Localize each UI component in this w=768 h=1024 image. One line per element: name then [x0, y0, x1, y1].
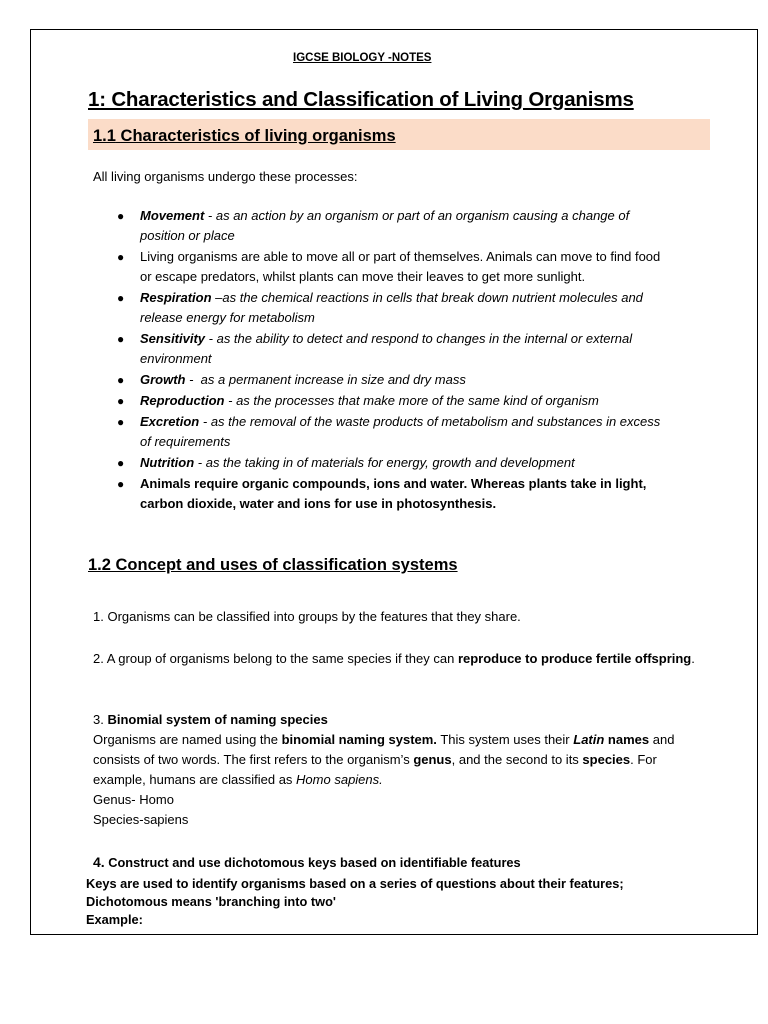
- text: and consists of two words. The first refers to the organism’s: [93, 732, 675, 767]
- list-item: [111, 329, 671, 369]
- text-bold: genus: [413, 752, 452, 767]
- item-number: 3.: [93, 712, 108, 727]
- subheading-text: Construct and use dichotomous keys based on identifiable features: [104, 855, 521, 870]
- bullet-icon: ●: [117, 394, 125, 408]
- text: Organisms are named using the: [93, 732, 282, 747]
- term: Excretion: [140, 414, 200, 429]
- species-line: Species-sapiens: [93, 812, 189, 827]
- list-item: [111, 453, 671, 473]
- list-item: [111, 206, 671, 246]
- text-bold: binomial naming system.: [281, 732, 437, 747]
- list-item: [111, 391, 671, 411]
- keys-text: [86, 875, 726, 929]
- bullet-icon: ●: [117, 250, 125, 264]
- subheading: [93, 710, 703, 730]
- definition: as an action by an organism or part of an organism causing a change of position or place: [140, 208, 630, 243]
- section-1-2-heading: 1.2 Concept and uses of classification systems: [88, 556, 458, 574]
- text-bold: species: [582, 752, 631, 767]
- body-text: [93, 730, 703, 790]
- term: Nutrition: [140, 455, 195, 470]
- section-number: 1.1: [93, 127, 116, 145]
- definition: as the processes that make more of the same kind of organism: [236, 393, 599, 408]
- term: Reproduction: [140, 393, 225, 408]
- bullet-icon: ●: [117, 373, 125, 387]
- text-bold: reproduce to produce fertile offspring: [457, 651, 692, 666]
- list-item: [111, 247, 671, 287]
- text-bold-italic: Latin: [573, 732, 605, 747]
- term: Respiration: [140, 290, 212, 305]
- definition: as the chemical reactions in cells that break down nutrient molecules and release energy for metabolism: [140, 290, 643, 325]
- list-text: Animals require organic compounds, ions and water. Whereas plants take in light, carbon dioxide, water and ions for use in photosynthesis.: [140, 476, 647, 511]
- definition: as a permanent increase in size and dry mass: [200, 372, 466, 387]
- bullet-icon: ●: [117, 477, 125, 491]
- keys-line: Keys are used to identify organisms based on a series of questions about their features;: [86, 876, 624, 891]
- list-item: [111, 412, 671, 452]
- processes-list: [111, 206, 671, 515]
- text-bold: names: [604, 732, 650, 747]
- bullet-icon: ●: [117, 332, 125, 346]
- document-page: [30, 29, 758, 935]
- term: Growth: [140, 372, 186, 387]
- term-separator: -: [204, 208, 216, 223]
- bullet-icon: ●: [117, 456, 125, 470]
- section-1-1-heading: [93, 127, 396, 146]
- genus-line: Genus- Homo: [93, 792, 174, 807]
- term-separator: –: [211, 290, 223, 305]
- keys-line: Dichotomous means 'branching into two': [86, 894, 336, 909]
- bullet-icon: ●: [117, 415, 125, 429]
- text-italic: Homo sapiens.: [296, 772, 383, 787]
- paragraph-3: [93, 710, 703, 830]
- page-title: 1: Characteristics and Classification of Living Organisms: [88, 88, 634, 111]
- keys-line: Example:: [86, 912, 143, 927]
- term-separator: -: [194, 455, 206, 470]
- list-text: Living organisms are able to move all or part of themselves. Animals can move to find food or escape predators, whilst plants can move their leaves to get more sunlight.: [140, 249, 661, 284]
- section-title-text: Characteristics of living organisms: [120, 127, 396, 145]
- bullet-icon: ●: [117, 291, 125, 305]
- term-separator: -: [224, 393, 237, 408]
- paragraph-4: [93, 852, 703, 873]
- text: , and the second to its: [451, 752, 583, 767]
- term: Sensitivity: [140, 331, 206, 346]
- text: 2. A group of organisms belong to the same species if they can: [93, 651, 458, 666]
- subheading-text: Binomial system of naming species: [107, 712, 328, 727]
- term: Movement: [140, 208, 205, 223]
- bullet-icon: ●: [117, 209, 125, 223]
- item-number: 4.: [93, 854, 105, 870]
- list-item: [111, 474, 671, 514]
- list-item: [111, 288, 671, 328]
- intro-text: All living organisms undergo these processes:: [93, 169, 358, 184]
- text: .: [691, 651, 695, 666]
- definition: as the taking in of materials for energy, growth and development: [205, 455, 575, 470]
- text: . For example, humans are classified as: [93, 752, 657, 787]
- term-separator: -: [205, 331, 217, 346]
- definition: as the removal of the waste products of metabolism and substances in excess of requirements: [140, 414, 661, 449]
- term-separator: -: [185, 372, 201, 387]
- document-header: IGCSE BIOLOGY -NOTES: [293, 52, 432, 64]
- list-item: [111, 370, 671, 390]
- text: This system uses their: [436, 732, 574, 747]
- paragraph-1: 1. Organisms can be classified into groups by the features that they share.: [93, 609, 521, 624]
- paragraph-2: [93, 649, 703, 669]
- term-separator: -: [199, 414, 211, 429]
- definition: as the ability to detect and respond to changes in the internal or external environment: [140, 331, 633, 366]
